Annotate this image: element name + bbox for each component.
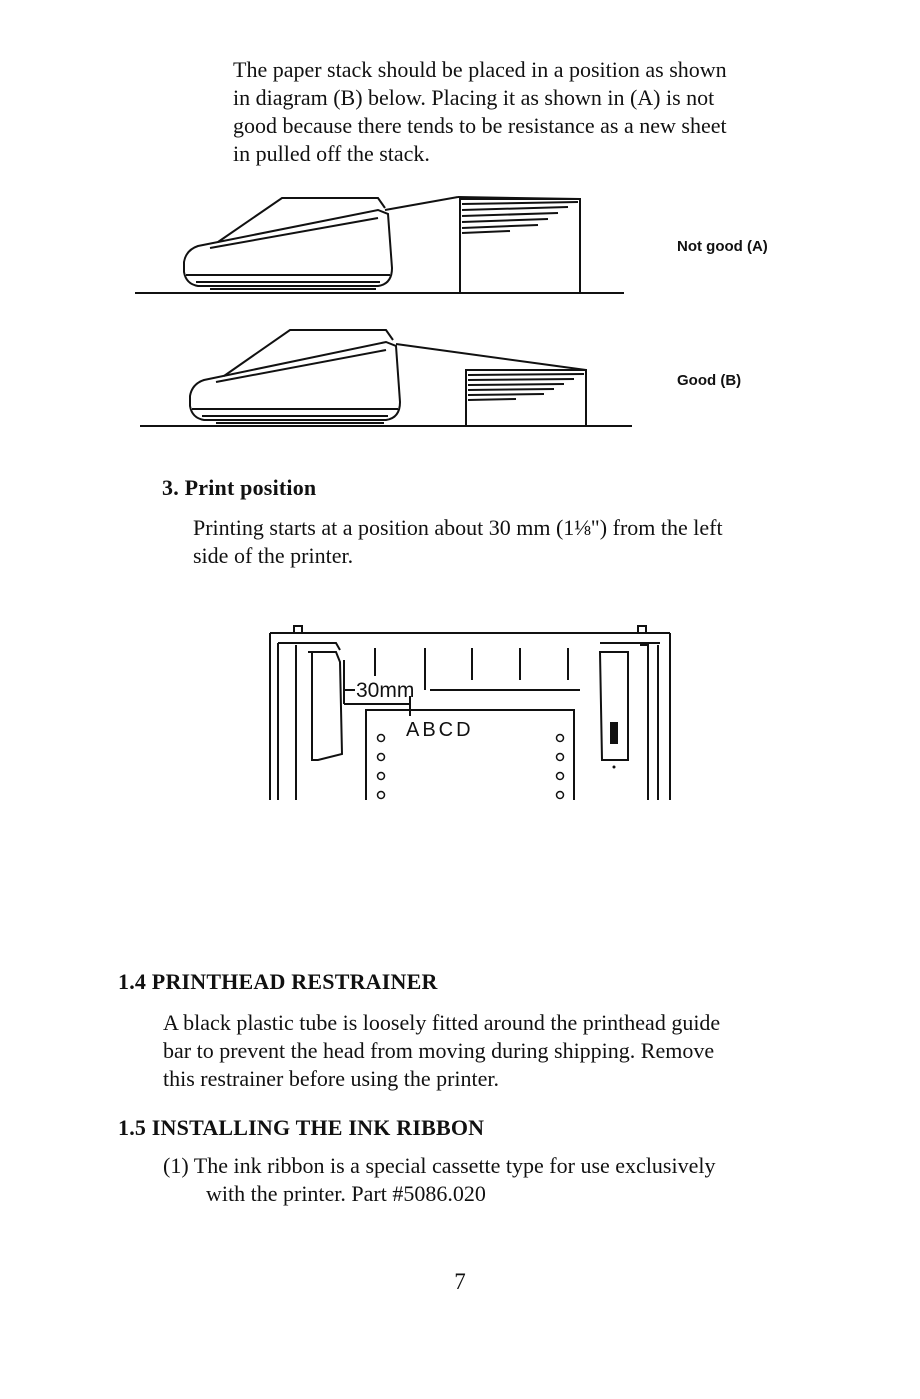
print-measure-label: 30mm [356, 679, 415, 702]
section-1-4-line-3: this restrainer before using the printer. [163, 1066, 500, 1091]
section-1-5-line-1: (1) The ink ribbon is a special cassette type for use exclusively [163, 1153, 716, 1178]
page-number: 7 [454, 1269, 466, 1294]
intro-line-3: good because there tends to be resistance as a new sheet [233, 113, 727, 138]
intro-line-4: in pulled off the stack. [233, 141, 430, 166]
section-3-line-1: Printing starts at a position about 30 mm (1⅛") from the left [193, 515, 723, 540]
diagram-b-label: Good (B) [677, 372, 742, 389]
section-1-5-heading: 1.5 INSTALLING THE INK RIBBON [118, 1115, 485, 1140]
section-1-4-heading: 1.4 PRINTHEAD RESTRAINER [118, 969, 438, 994]
section-1-4-line-1: A black plastic tube is loosely fitted around the printhead guide [163, 1010, 721, 1035]
section-3-line-2: side of the printer. [193, 543, 354, 568]
intro-line-2: in diagram (B) below. Placing it as shown in (A) is not [233, 85, 715, 110]
section-1-4-line-2: bar to prevent the head from moving during shipping. Remove [163, 1038, 715, 1063]
intro-line-1: The paper stack should be placed in a position as shown [233, 57, 727, 82]
section-1-5-line-2: with the printer. Part #5086.020 [206, 1181, 486, 1206]
print-sample-text: ABCD [406, 719, 474, 741]
section-3-heading: 3. Print position [162, 475, 317, 500]
diagram-a-label: Not good (A) [677, 238, 768, 255]
